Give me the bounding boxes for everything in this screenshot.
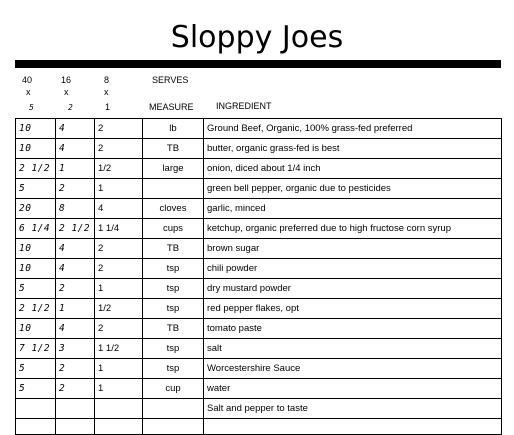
- qty-40-cell: 5: [16, 179, 56, 199]
- qty-16-cell: [56, 399, 95, 419]
- measure-column-header: MEASURE: [149, 102, 194, 112]
- multiply-symbol-8: x: [104, 87, 109, 97]
- ingredient-cell: chili powder: [204, 259, 502, 279]
- qty-16-cell: 2: [56, 359, 95, 379]
- ingredient-cell: red pepper flakes, opt: [204, 299, 502, 319]
- multiply-symbol-40: x: [26, 87, 31, 97]
- qty-40-cell: 10: [16, 239, 56, 259]
- table-row: [16, 319, 502, 339]
- qty-8-cell: 2: [95, 119, 143, 139]
- measure-cell: cups: [143, 219, 204, 239]
- ingredients-table: [15, 118, 502, 435]
- qty-16-cell: 2: [56, 179, 95, 199]
- table-row: [16, 379, 502, 399]
- ingredient-column-header: INGREDIENT: [216, 101, 272, 111]
- qty-16-cell: 4: [56, 239, 95, 259]
- qty-16-cell: 4: [56, 319, 95, 339]
- qty-16-cell: 4: [56, 259, 95, 279]
- table-row: [16, 179, 502, 199]
- table-row: [16, 399, 502, 419]
- table-row: [16, 239, 502, 259]
- ingredient-cell: brown sugar: [204, 239, 502, 259]
- qty-8-cell: 1: [95, 359, 143, 379]
- serves-8-label: 8: [104, 75, 110, 85]
- table-row: [16, 259, 502, 279]
- measure-cell: [143, 399, 204, 419]
- qty-40-cell: 10: [16, 259, 56, 279]
- qty-16-cell: 2: [56, 379, 95, 399]
- ingredient-cell: tomato paste: [204, 319, 502, 339]
- qty-16-cell: 1: [56, 159, 95, 179]
- table-row: [16, 159, 502, 179]
- qty-16-cell: 2: [56, 279, 95, 299]
- ingredient-cell: water: [204, 379, 502, 399]
- table-row: [16, 339, 502, 359]
- qty-8-cell: 2: [95, 259, 143, 279]
- qty-16-cell: 2 1/2: [56, 219, 95, 239]
- table-row: [16, 119, 502, 139]
- table-row: [16, 279, 502, 299]
- qty-40-cell: 2 1/2: [16, 159, 56, 179]
- qty-8-cell: 2: [95, 319, 143, 339]
- qty-16-cell: 1: [56, 299, 95, 319]
- qty-8-cell: 1 1/4: [95, 219, 143, 239]
- table-row: [16, 139, 502, 159]
- qty-40-cell: 5: [16, 379, 56, 399]
- qty-40-cell: 7 1/2: [16, 339, 56, 359]
- measure-cell: tsp: [143, 339, 204, 359]
- qty-16-cell: 8: [56, 199, 95, 219]
- measure-cell: tsp: [143, 299, 204, 319]
- qty-8-cell: 4: [95, 199, 143, 219]
- table-row: [16, 199, 502, 219]
- serves-label: SERVES: [152, 75, 189, 85]
- measure-cell: cup: [143, 379, 204, 399]
- qty-16-cell: 4: [56, 119, 95, 139]
- ingredient-cell: Salt and pepper to taste: [204, 399, 502, 419]
- ingredient-cell: salt: [204, 339, 502, 359]
- ingredient-cell: green bell pepper, organic due to pesticides: [204, 179, 502, 199]
- recipe-title: Sloppy Joes: [170, 20, 344, 55]
- qty-40-cell: [16, 419, 56, 435]
- qty-8-cell: [95, 399, 143, 419]
- serves-40-label: 40: [22, 75, 33, 85]
- ingredient-cell: onion, diced about 1/4 inch: [204, 159, 502, 179]
- measure-cell: TB: [143, 239, 204, 259]
- qty-40-cell: [16, 399, 56, 419]
- qty-16-cell: [56, 419, 95, 435]
- qty-40-cell: 10: [16, 319, 56, 339]
- qty-16-cell: 3: [56, 339, 95, 359]
- measure-cell: large: [143, 159, 204, 179]
- qty-40-cell: 5: [16, 359, 56, 379]
- scale-factor-8: 1: [105, 102, 111, 112]
- ingredient-cell: [204, 419, 502, 435]
- qty-16-cell: 4: [56, 139, 95, 159]
- measure-cell: TB: [143, 139, 204, 159]
- qty-8-cell: [95, 419, 143, 435]
- qty-40-cell: 2 1/2: [16, 299, 56, 319]
- qty-8-cell: 2: [95, 139, 143, 159]
- title-divider-bar: [15, 60, 501, 68]
- ingredient-cell: ketchup, organic preferred due to high fructose corn syrup: [204, 219, 502, 239]
- qty-40-cell: 5: [16, 279, 56, 299]
- measure-cell: tsp: [143, 259, 204, 279]
- qty-8-cell: 1: [95, 379, 143, 399]
- table-row: [16, 299, 502, 319]
- ingredient-cell: dry mustard powder: [204, 279, 502, 299]
- measure-cell: TB: [143, 319, 204, 339]
- qty-8-cell: 1: [95, 279, 143, 299]
- qty-40-cell: 10: [16, 139, 56, 159]
- table-row: [16, 419, 502, 435]
- measure-cell: [143, 419, 204, 435]
- qty-40-cell: 20: [16, 199, 56, 219]
- qty-8-cell: 1 1/2: [95, 339, 143, 359]
- measure-cell: cloves: [143, 199, 204, 219]
- qty-8-cell: 1: [95, 179, 143, 199]
- measure-cell: tsp: [143, 279, 204, 299]
- qty-8-cell: 2: [95, 239, 143, 259]
- measure-cell: [143, 179, 204, 199]
- qty-8-cell: 1/2: [95, 299, 143, 319]
- qty-40-cell: 6 1/4: [16, 219, 56, 239]
- qty-40-cell: 10: [16, 119, 56, 139]
- table-row: [16, 359, 502, 379]
- multiply-symbol-16: x: [64, 87, 69, 97]
- ingredient-cell: Worcestershire Sauce: [204, 359, 502, 379]
- ingredient-cell: garlic, minced: [204, 199, 502, 219]
- table-row: [16, 219, 502, 239]
- measure-cell: lb: [143, 119, 204, 139]
- serves-16-label: 16: [61, 75, 72, 85]
- qty-8-cell: 1/2: [95, 159, 143, 179]
- ingredient-cell: butter, organic grass-fed is best: [204, 139, 502, 159]
- scale-factor-16: 2: [68, 103, 73, 112]
- scale-factor-40: 5: [29, 103, 34, 112]
- measure-cell: tsp: [143, 359, 204, 379]
- ingredient-cell: Ground Beef, Organic, 100% grass-fed preferred: [204, 119, 502, 139]
